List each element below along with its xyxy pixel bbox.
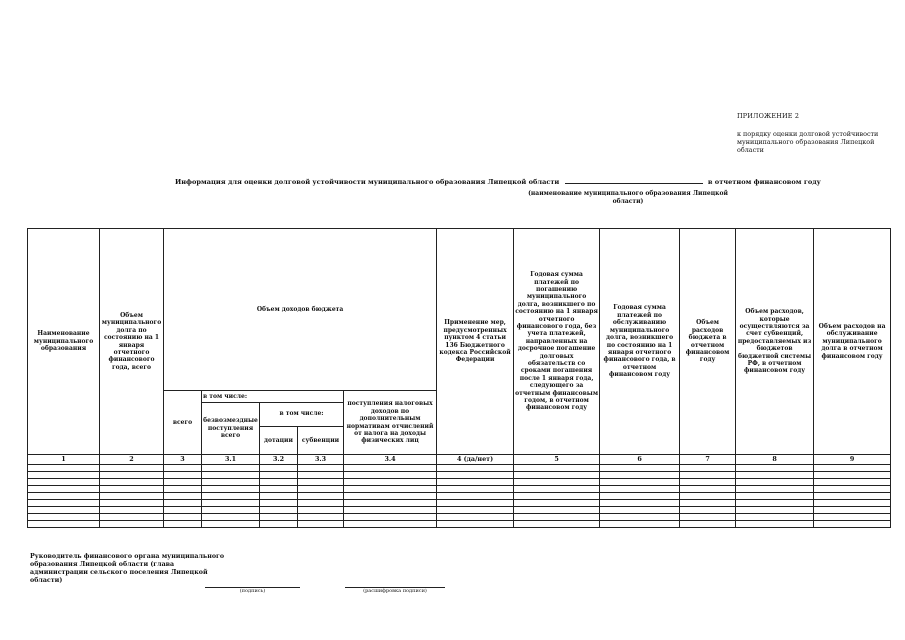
header-col9: Объем расходов на обслуживание муниципального долга в отчетном финансовом году xyxy=(814,229,891,455)
table-row xyxy=(28,493,891,500)
header-col2: Объем муниципального долга по состоянию на 1 января отчетного финансового года, всего xyxy=(100,229,164,455)
col-number: 6 xyxy=(600,455,680,465)
header-col3-3: субвенции xyxy=(301,436,340,444)
header-col3-1: безвозмездные поступления всего xyxy=(202,403,260,455)
col-number: 7 xyxy=(680,455,736,465)
signature-caption: (подпись) xyxy=(239,588,266,594)
table-row xyxy=(28,507,891,514)
title-suffix: в отчетном финансовом году xyxy=(707,178,821,186)
header-col7: Объем расходов бюджета в отчетном финансовом году xyxy=(680,229,736,455)
document-title xyxy=(175,178,821,186)
appendix-note: к порядку оценки долговой устойчивости муниципального образования Липецкой области xyxy=(737,130,879,154)
table-row xyxy=(28,479,891,486)
header-col4: Применение мер, предусмотренных пунктом 4 статьи 136 Бюджетного кодекса Российской Федерации xyxy=(437,229,514,455)
table-row xyxy=(28,472,891,479)
signature-field[interactable] xyxy=(205,587,300,594)
table-row xyxy=(28,514,891,521)
col-number: 3.2 xyxy=(260,455,298,465)
header-col5: Годовая сумма платежей по погашению муниципального долга, возникшего по состоянию на 1 января отчетного финансового года, без учета платежей, направленных на досрочное погашение долговых обязательств со сроками погашения после 1 января года, следующего за отчетным финансовым годом, в отчетном финансовом году xyxy=(514,229,600,455)
col-number: 3.3 xyxy=(298,455,344,465)
header-col6: Годовая сумма платежей по обслуживанию муниципального долга, возникшего по состоянию на 1 января отчетного финансового года, в отчетном финансовом году xyxy=(600,229,680,455)
col-number: 5 xyxy=(514,455,600,465)
header-col8: Объем расходов, которые осуществляются за счет субвенций, предоставляемых из бюджетов бюджетной системы РФ, в отчетном финансовом году xyxy=(736,229,814,455)
col-number: 4 (да/нет) xyxy=(437,455,514,465)
table-row xyxy=(28,521,891,528)
column-number-row xyxy=(28,455,891,465)
header-col3-23 xyxy=(260,403,344,455)
title-text: Информация для оценки долговой устойчивости муниципального образования Липецкой области xyxy=(175,178,560,186)
col-number: 1 xyxy=(28,455,100,465)
header-col3-group: Объем доходов бюджета xyxy=(164,229,437,391)
report-table xyxy=(27,228,891,528)
col-number: 9 xyxy=(814,455,891,465)
col-number: 3.4 xyxy=(344,455,437,465)
signature-decode-caption: (расшифровка подписи) xyxy=(363,588,427,594)
table-row xyxy=(28,500,891,507)
signature-text: Руководитель финансового органа муниципального образования Липецкой области (глава администрации сельского поселения Липецкой области) xyxy=(30,553,225,584)
title-blank-line xyxy=(565,178,703,184)
col-number: 3.1 xyxy=(202,455,260,465)
table-row xyxy=(28,465,891,472)
table-row xyxy=(28,486,891,493)
title-caption: (наименование муниципального образования Липецкой области) xyxy=(528,190,728,205)
header-col3-4: поступления налоговых доходов по дополнительным нормативам отчислений от налога на доходы физических лиц xyxy=(344,391,437,455)
signature-decode-field[interactable] xyxy=(345,587,445,594)
appendix-label: ПРИЛОЖЕНИЕ 2 xyxy=(737,112,800,120)
header-col1: Наименование муниципального образования xyxy=(28,229,100,455)
header-col3-including: в том числе: xyxy=(202,391,344,403)
col-number: 3 xyxy=(164,455,202,465)
col-number: 8 xyxy=(736,455,814,465)
col-number: 2 xyxy=(100,455,164,465)
header-col3-23-including: в том числе: xyxy=(260,403,343,427)
header-col3-total: всего xyxy=(164,391,202,455)
header-col3-2: дотации xyxy=(260,427,298,454)
